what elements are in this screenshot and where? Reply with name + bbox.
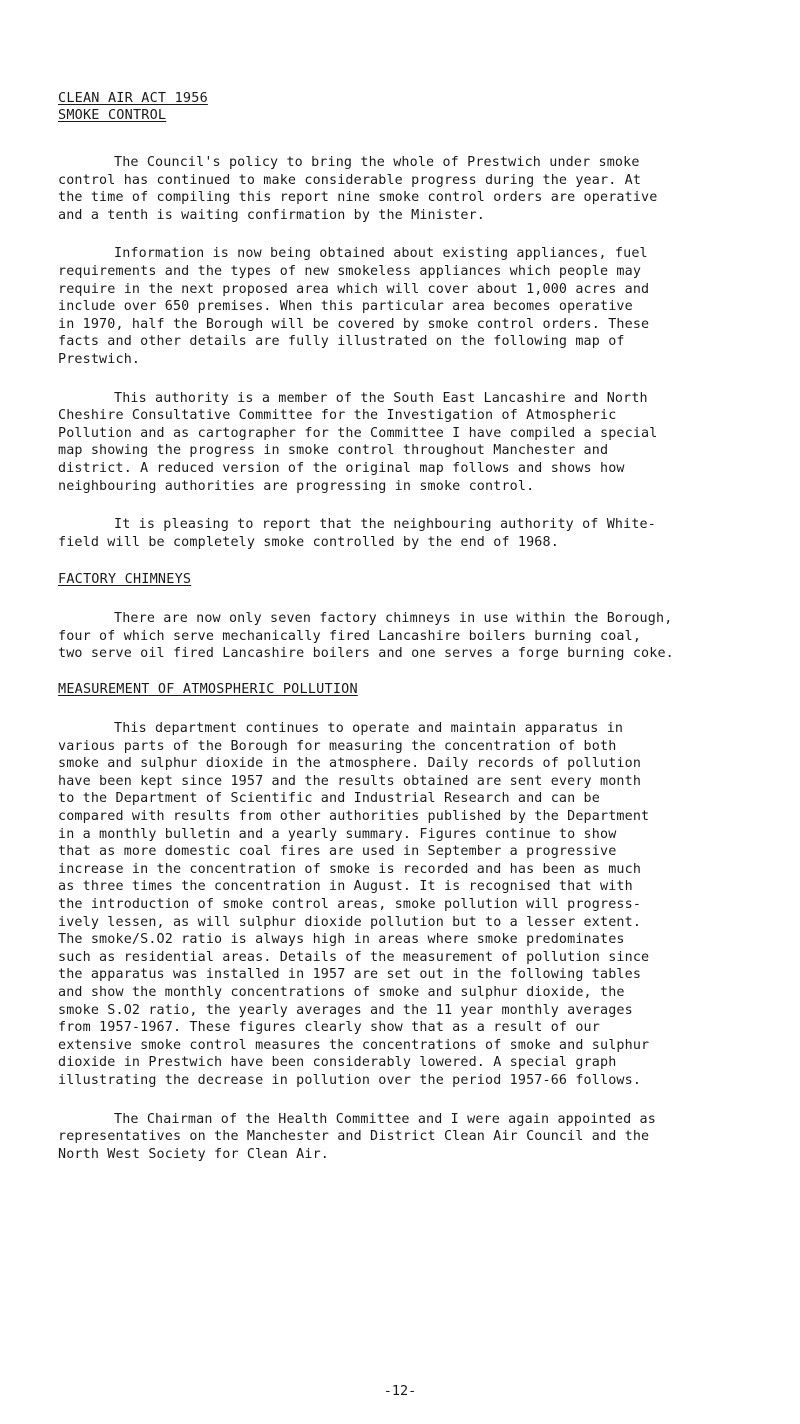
section-heading-factory-chimneys: FACTORY CHIMNEYS	[58, 571, 192, 588]
text-line: extensive smoke control measures the concentrations of smoke and sulphur	[58, 1037, 650, 1053]
paragraph-smoke-control-policy	[58, 154, 764, 224]
text-line: Pollution and as cartographer for the Committee I have compiled a special	[58, 425, 658, 441]
text-line: and a tenth is waiting confirmation by the Minister.	[58, 207, 486, 223]
text-line: representatives on the Manchester and District Clean Air Council and the	[58, 1129, 650, 1145]
text-line: Information is now being obtained about existing appliances, fuel	[114, 246, 648, 262]
text-line: the time of compiling this report nine smoke control orders are operative	[58, 190, 658, 206]
text-line: in 1970, half the Borough will be covered by smoke control orders. These	[58, 316, 650, 332]
text-line: such as residential areas. Details of the measurement of pollution since	[58, 949, 650, 965]
text-line: requirements and the types of new smokeless appliances which people may	[58, 263, 642, 279]
document-title: CLEAN AIR ACT 1956	[58, 90, 208, 106]
text-line: dioxide in Prestwich have been considerably lowered. A special graph	[58, 1055, 617, 1071]
paragraph-clean-air-council	[58, 1111, 764, 1164]
text-line: There are now only seven factory chimneys in use within the Borough,	[114, 611, 673, 627]
text-line: control has continued to make considerable progress during the year. At	[58, 172, 642, 188]
text-line: from 1957-1967. These figures clearly show that as a result of our	[58, 1020, 600, 1036]
section-heading-measurement: MEASUREMENT OF ATMOSPHERIC POLLUTION	[58, 681, 358, 698]
text-line: in a monthly bulletin and a yearly summary. Figures continue to show	[58, 826, 617, 842]
text-line: smoke S.O2 ratio, the yearly averages and the 11 year monthly averages	[58, 1002, 633, 1018]
text-line: North West Society for Clean Air.	[58, 1146, 329, 1162]
section-heading-smoke-control: SMOKE CONTROL	[58, 107, 167, 123]
text-line: The smoke/S.O2 ratio is always high in areas where smoke predominates	[58, 932, 625, 948]
paragraph-factory-chimneys	[58, 610, 764, 663]
page-number: -12-	[383, 1383, 417, 1399]
text-line: the apparatus was installed in 1957 are set out in the following tables	[58, 967, 642, 983]
text-line: It is pleasing to report that the neighbouring authority of White-	[114, 517, 656, 533]
text-line: Prestwich.	[58, 351, 141, 367]
text-line: district. A reduced version of the original map follows and shows how	[58, 460, 625, 476]
text-line: illustrating the decrease in pollution over the period 1957-66 follows.	[58, 1072, 642, 1088]
paragraph-appliances-information	[58, 245, 764, 368]
text-line: The Council's policy to bring the whole of Prestwich under smoke	[114, 155, 640, 170]
text-line: The Chairman of the Health Committee and I were again appointed as	[114, 1111, 656, 1127]
text-line: This authority is a member of the South East Lancashire and North	[114, 390, 648, 406]
text-line: two serve oil fired Lancashire boilers and one serves a forge burning coke.	[58, 646, 674, 662]
paragraph-measurement	[58, 720, 764, 1089]
text-line: require in the next proposed area which will cover about 1,000 acres and	[58, 281, 650, 297]
text-line: increase in the concentration of smoke is recorded and has been as much	[58, 861, 642, 877]
text-line: map showing the progress in smoke control throughout Manchester and	[58, 443, 609, 459]
text-line: field will be completely smoke controlled by the end of 1968.	[58, 534, 559, 550]
text-line: neighbouring authorities are progressing in smoke control.	[58, 478, 535, 494]
text-line: This department continues to operate and maintain apparatus in	[114, 721, 624, 737]
text-line: Cheshire Consultative Committee for the Investigation of Atmospheric	[58, 408, 617, 424]
text-line: have been kept since 1957 and the results obtained are sent every month	[58, 773, 642, 789]
paragraph-whitefield	[58, 516, 764, 551]
text-line: compared with results from other authorities published by the Department	[58, 809, 650, 825]
text-line: that as more domestic coal fires are used in September a progressive	[58, 844, 617, 860]
text-line: the introduction of smoke control areas, smoke pollution will progress-	[58, 897, 642, 912]
text-line: and show the monthly concentrations of smoke and sulphur dioxide, the	[58, 984, 625, 1000]
text-line: four of which serve mechanically fired Lancashire boilers burning coal,	[58, 628, 642, 644]
text-line: include over 650 premises. When this particular area becomes operative	[58, 299, 633, 315]
text-line: ively lessen, as will sulphur dioxide pollution but to a lesser extent.	[58, 914, 642, 930]
paragraph-consultative-committee	[58, 390, 764, 496]
text-line: to the Department of Scientific and Industrial Research and can be	[58, 791, 600, 807]
text-line: various parts of the Borough for measuring the concentration of both	[58, 738, 617, 754]
document-page	[58, 90, 764, 1163]
text-line: facts and other details are fully illustrated on the following map of	[58, 334, 625, 350]
text-line: as three times the concentration in August. It is recognised that with	[58, 879, 633, 895]
text-line: smoke and sulphur dioxide in the atmosphere. Daily records of pollution	[58, 756, 642, 772]
